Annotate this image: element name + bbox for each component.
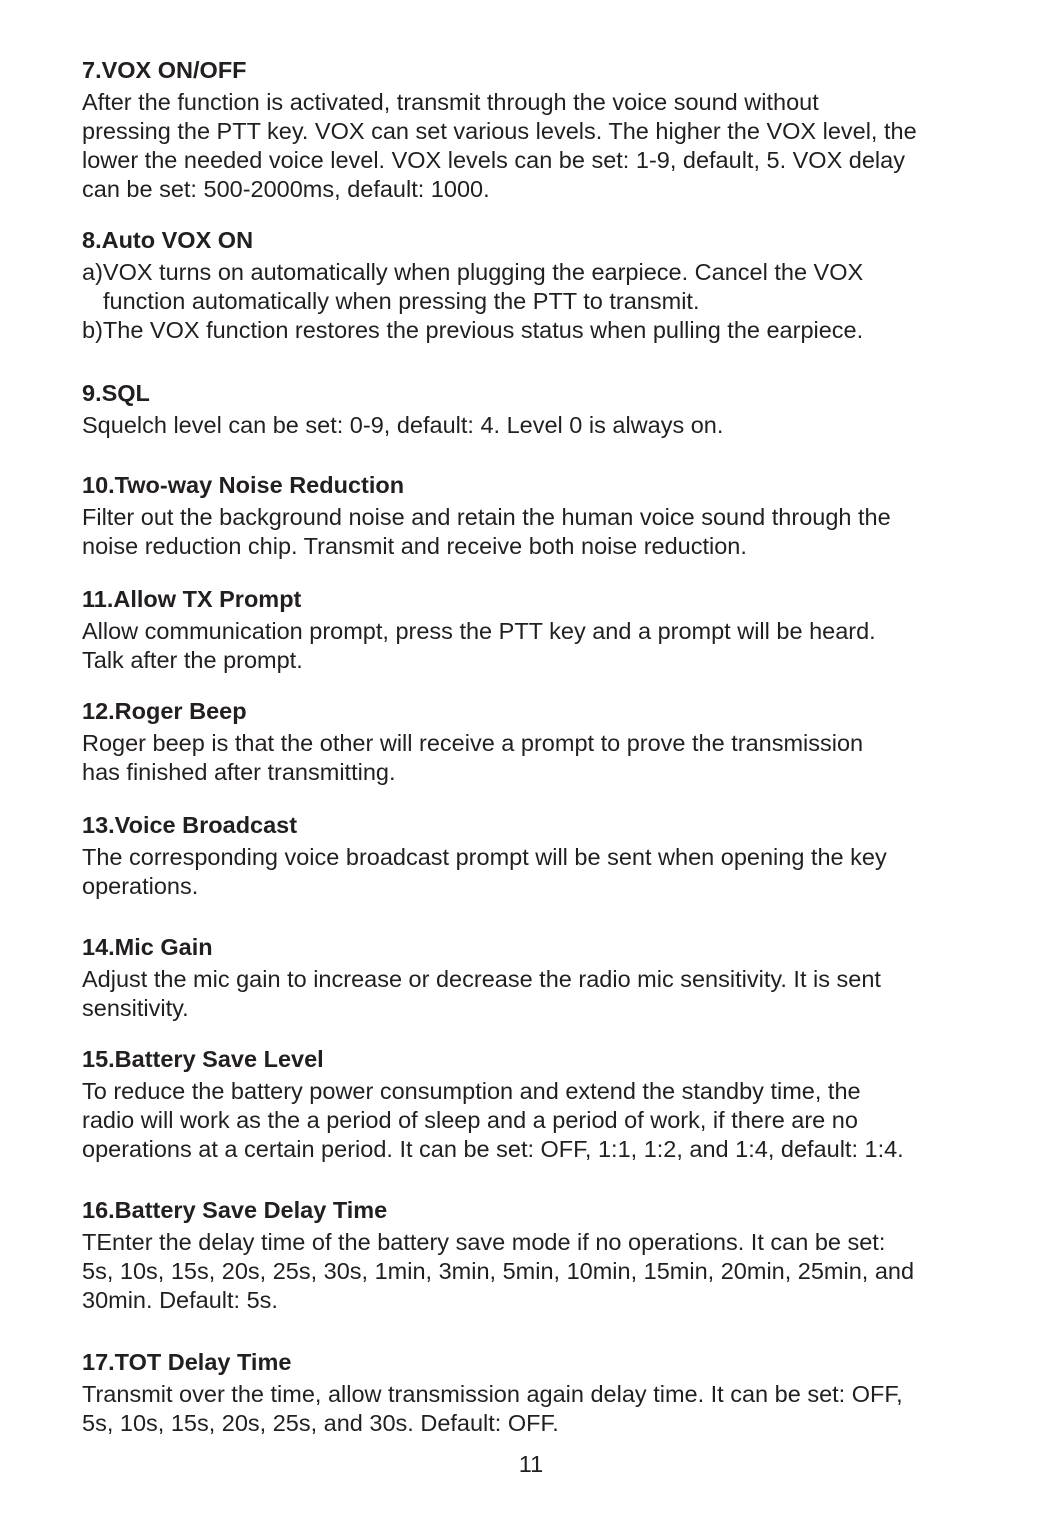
section-heading: 12.Roger Beep <box>82 698 247 724</box>
body-line: operations. <box>82 873 199 899</box>
section-vox-on-off <box>82 56 982 204</box>
section-heading: 7.VOX ON/OFF <box>82 57 247 83</box>
body-line: Squelch level can be set: 0-9, default: 4. Level 0 is always on. <box>82 412 724 438</box>
body-line: Roger beep is that the other will receive a prompt to prove the transmission <box>82 730 864 756</box>
section-battery-save-delay-time <box>82 1196 982 1315</box>
section-heading: 16.Battery Save Delay Time <box>82 1197 388 1223</box>
section-roger-beep <box>82 697 982 787</box>
section-voice-broadcast <box>82 811 982 901</box>
body-line: radio will work as the a period of sleep and a period of work, if there are no <box>82 1107 858 1133</box>
body-line: Filter out the background noise and retain the human voice sound through the <box>82 504 891 530</box>
body-line: 5s, 10s, 15s, 20s, 25s, 30s, 1min, 3min, 5min, 10min, 15min, 20min, 25min, and <box>82 1258 915 1284</box>
body-line: pressing the PTT key. VOX can set various levels. The higher the VOX level, the <box>82 118 917 144</box>
body-line: 5s, 10s, 15s, 20s, 25s, and 30s. Default: OFF. <box>82 1410 559 1436</box>
section-battery-save-level <box>82 1045 982 1164</box>
body-line: 30min. Default: 5s. <box>82 1287 278 1313</box>
section-allow-tx-prompt <box>82 585 982 675</box>
body-line: has finished after transmitting. <box>82 759 396 785</box>
section-heading: 13.Voice Broadcast <box>82 812 298 838</box>
body-line: lower the needed voice level. VOX levels can be set: 1-9, default, 5. VOX delay <box>82 147 905 173</box>
body-line: Transmit over the time, allow transmission again delay time. It can be set: OFF, <box>82 1381 903 1407</box>
body-line: a)VOX turns on automatically when plugging the earpiece. Cancel the VOX <box>82 259 864 285</box>
section-heading: 17.TOT Delay Time <box>82 1349 292 1375</box>
section-heading: 8.Auto VOX ON <box>82 227 254 253</box>
body-line: Allow communication prompt, press the PTT key and a prompt will be heard. <box>82 618 876 644</box>
section-heading: 15.Battery Save Level <box>82 1046 324 1072</box>
body-line: operations at a certain period. It can be set: OFF, 1:1, 1:2, and 1:4, default: 1:4. <box>82 1136 904 1162</box>
section-mic-gain <box>82 933 982 1023</box>
body-line: noise reduction chip. Transmit and receive both noise reduction. <box>82 533 747 559</box>
body-line: The corresponding voice broadcast prompt will be sent when opening the key <box>82 844 887 870</box>
section-heading: 9.SQL <box>82 380 150 406</box>
body-line: function automatically when pressing the PTT to transmit. <box>103 288 700 314</box>
body-line: sensitivity. <box>82 995 189 1021</box>
body-line: Talk after the prompt. <box>82 647 303 673</box>
section-auto-vox-on <box>82 226 982 345</box>
section-tot-delay-time <box>82 1348 982 1438</box>
body-line: To reduce the battery power consumption and extend the standby time, the <box>82 1078 861 1104</box>
section-sql <box>82 379 982 440</box>
body-line: After the function is activated, transmit through the voice sound without <box>82 89 819 115</box>
section-heading: 11.Allow TX Prompt <box>82 586 302 612</box>
body-line: b)The VOX function restores the previous status when pulling the earpiece. <box>82 317 864 343</box>
section-two-way-noise-reduction <box>82 471 982 561</box>
section-heading: 14.Mic Gain <box>82 934 213 960</box>
body-line: can be set: 500-2000ms, default: 1000. <box>82 176 490 202</box>
page-number: 11 <box>518 1451 544 1477</box>
section-heading: 10.Two-way Noise Reduction <box>82 472 405 498</box>
body-line: Adjust the mic gain to increase or decrease the radio mic sensitivity. It is sent <box>82 966 881 992</box>
body-line: TEnter the delay time of the battery save mode if no operations. It can be set: <box>82 1229 886 1255</box>
